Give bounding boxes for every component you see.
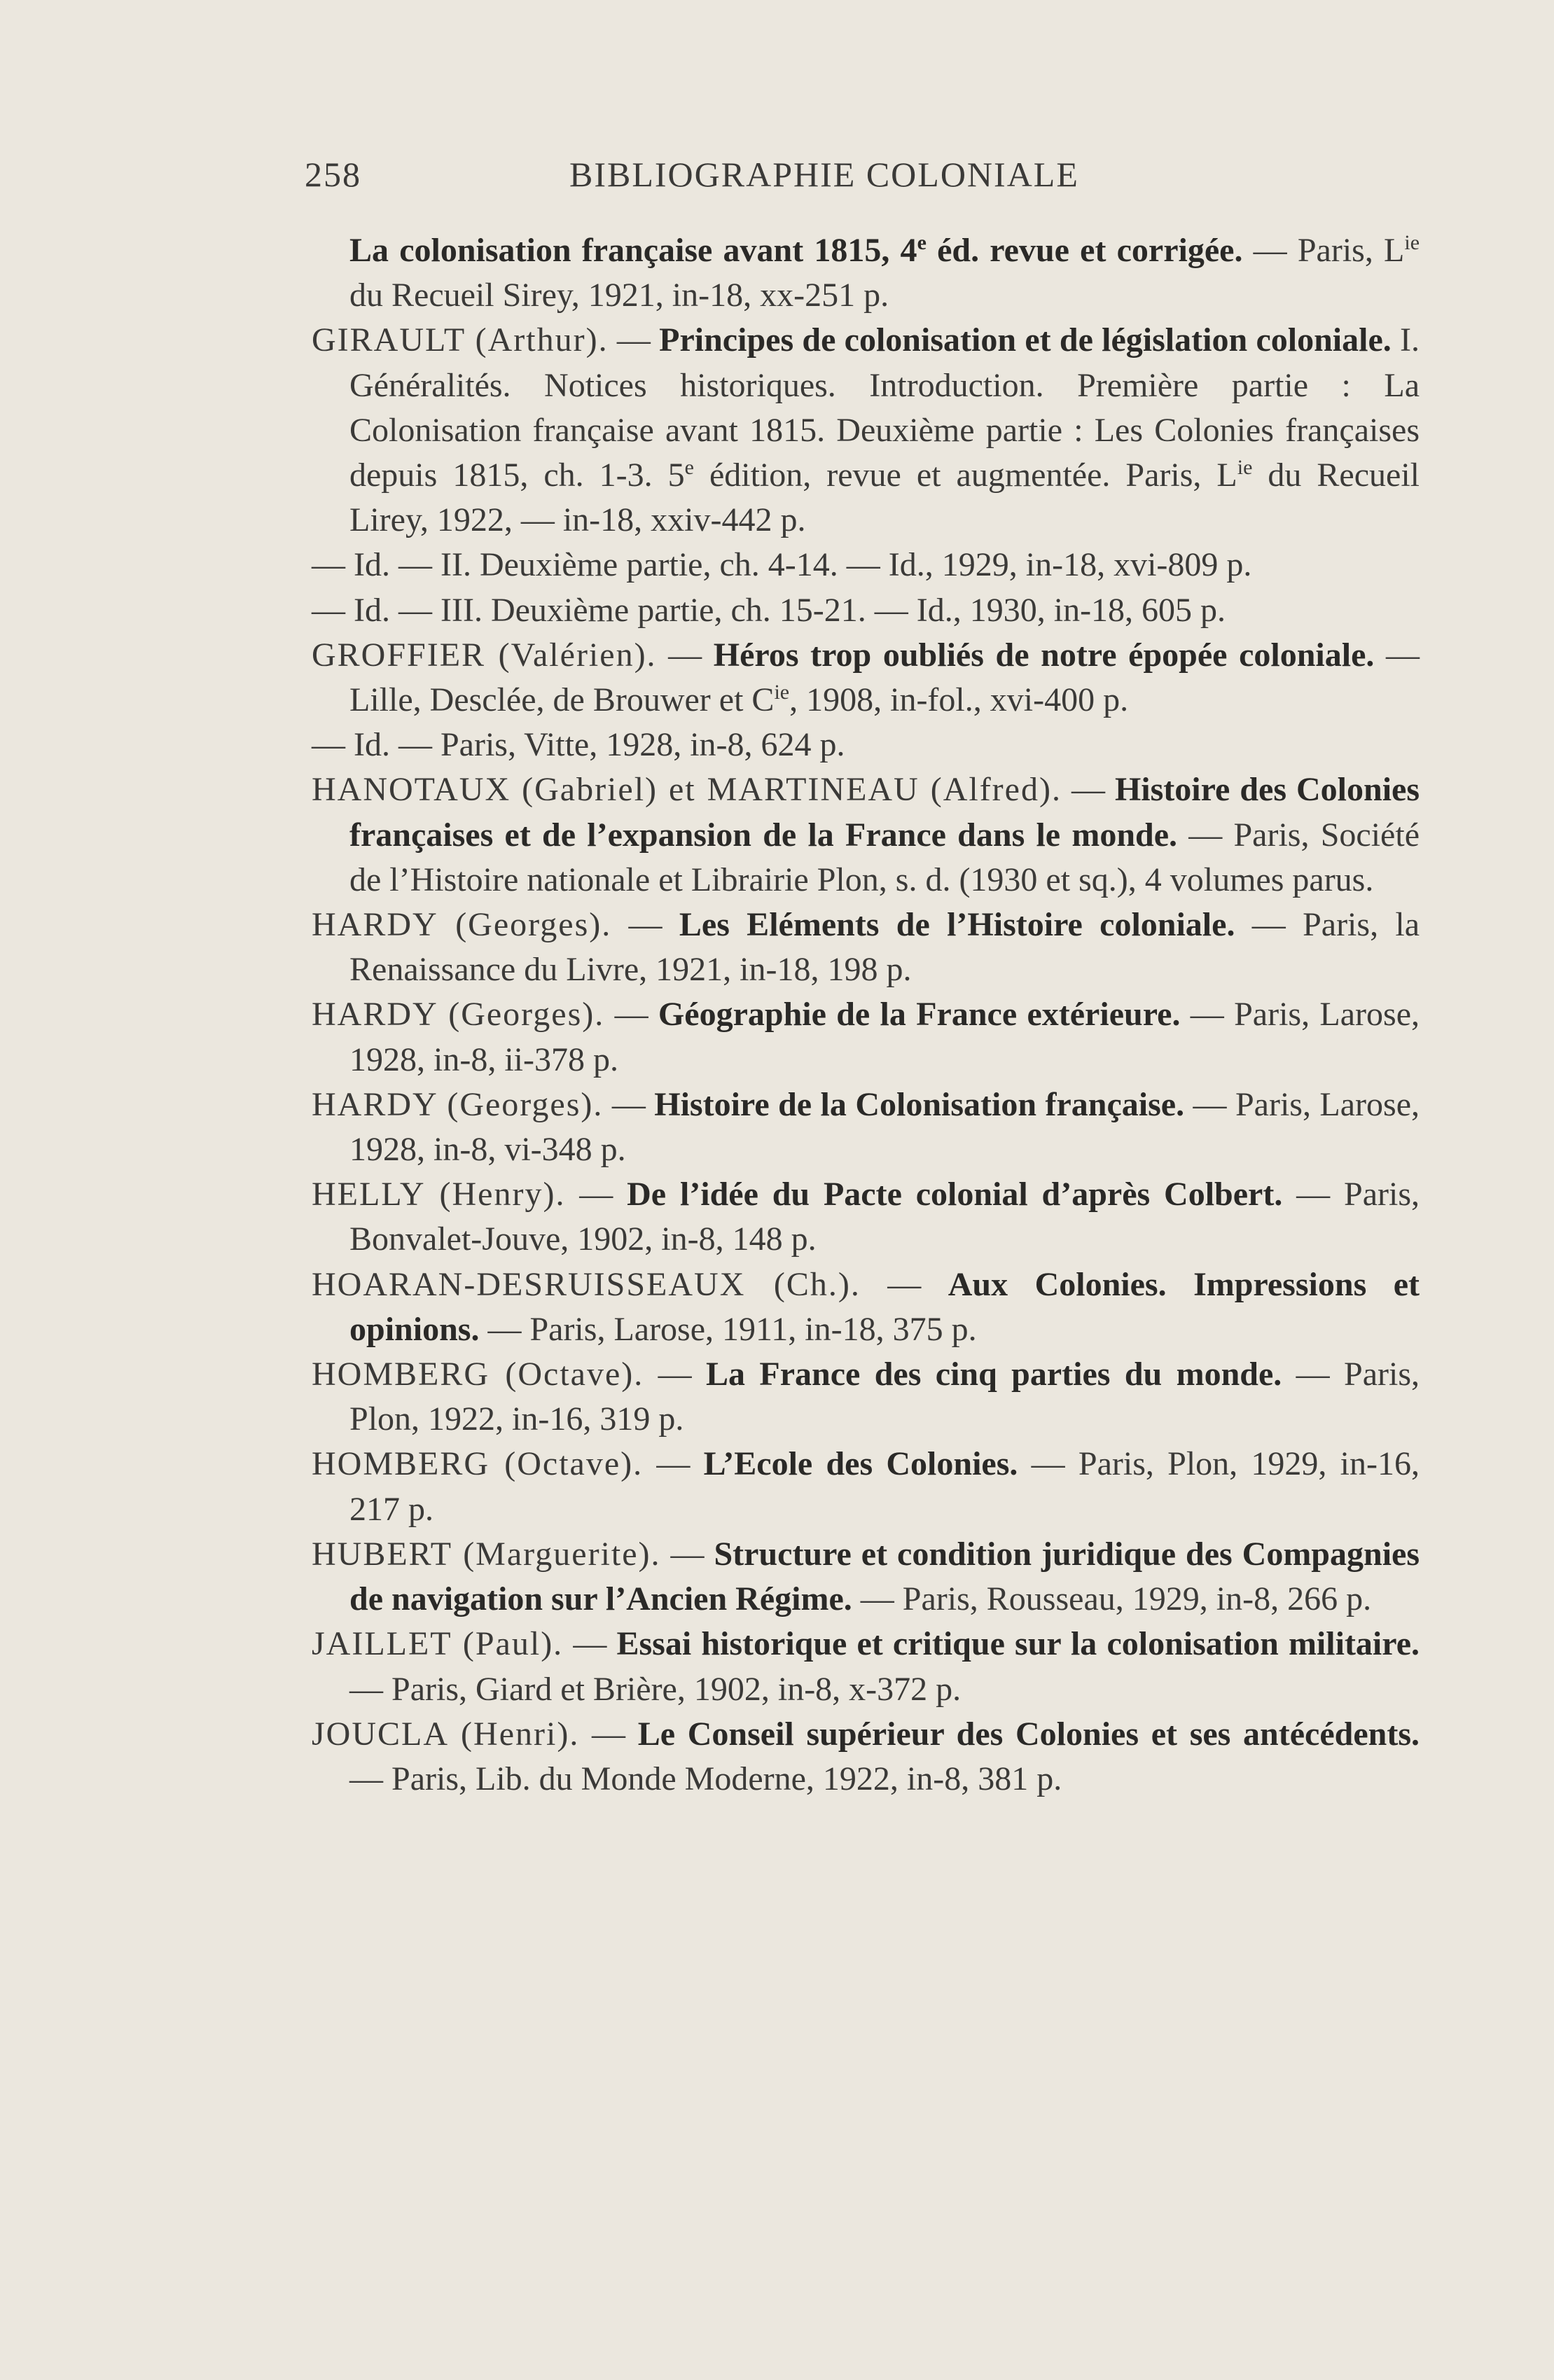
entry-title: De l’idée du Pacte colonial d’après Colbert. [627, 1176, 1283, 1213]
entry-author: HOMBERG (Octave). [312, 1356, 644, 1393]
entry-title: Structure et condition juridique des Compagnies de navigation sur l’Ancien Régime. [349, 1535, 1420, 1618]
entry-publication: — Paris, L [1242, 232, 1405, 269]
entry-title: La France des cinq parties du monde. [706, 1356, 1282, 1393]
entry-homberg-2: HOMBERG (Octave). — L’Ecole des Colonies. — Paris, Plon, 1929, in-16, 217 p. [312, 1445, 1420, 1528]
entry-publication: — Paris, Plon, 1922, in-16, 319 p. [349, 1356, 1420, 1438]
entry-title: Histoire des Colonies françaises et de l’expansion de la France dans le monde. [349, 771, 1420, 854]
entry-publication: — Paris, Rousseau, 1929, in-8, 266 p. [852, 1580, 1372, 1618]
entry-hardy-2: HARDY (Georges). — Géographie de la France extérieure. — Paris, Larose, 1928, in-8, ii-378 p. [312, 996, 1420, 1078]
entry-publication: — Paris, Plon, 1929, in-16, 217 p. [349, 1445, 1420, 1528]
entry-author: GROFFIER (Valérien). [312, 636, 657, 674]
entry-hoaran: HOARAN-DESRUISSEAUX (Ch.). — Aux Colonies. Impressions et opinions. — Paris, Larose, 1911, in-18, 375 p. [312, 1265, 1420, 1348]
running-title: BIBLIOGRAPHIE COLONIALE [569, 155, 1079, 194]
entry-jaillet: JAILLET (Paul). — Essai historique et critique sur la colonisation militaire. — Paris, Giard et Brière, 1902, in-8, x-372 p. [312, 1625, 1420, 1708]
entry-title: Histoire de la Colonisation française. [654, 1085, 1185, 1123]
entry-author: JOUCLA (Henri). [312, 1715, 580, 1753]
entry-publication: I. Généralités. Notices historiques. Introduction. Première partie : La Colonisation française avant 1815. Deuxième partie : Les Colonies françaises depuis 1815, ch. 1-3. 5 [349, 321, 1420, 494]
entry-title: Les Eléments de l’Histoire coloniale. [679, 906, 1235, 944]
entry-title: Principes de colonisation et de législation coloniale. [659, 321, 1392, 359]
entry-title: L’Ecole des Colonies. [703, 1445, 1018, 1483]
entry-author: HARDY (Georges). [312, 906, 612, 944]
entry-girault-vol-2: — Id. — II. Deuxième partie, ch. 4-14. — Id., 1929, in-18, xvi-809 p. [312, 546, 1252, 584]
entry-publication: — Paris, Société de l’Histoire nationale et Librairie Plon, s. d. (1930 et sq.), 4 volumes parus. [349, 816, 1420, 898]
entry-publication: — Paris, la Renaissance du Livre, 1921, in-18, 198 p. [349, 906, 1420, 989]
entry-joucla: JOUCLA (Henri). — Le Conseil supérieur des Colonies et ses antécédents. — Paris, Lib. du Monde Moderne, 1922, in-8, 381 p. [312, 1715, 1420, 1797]
entry-author: HUBERT (Marguerite). [312, 1535, 661, 1573]
entry-title: Essai historique et critique sur la colonisation militaire. [616, 1625, 1420, 1663]
entry-author: HOARAN-DESRUISSEAUX (Ch.). [312, 1265, 861, 1303]
entry-publication: — Paris, Giard et Brière, 1902, in-8, x-372 p. [349, 1670, 962, 1708]
entry-title: Géographie de la France extérieure. [658, 996, 1181, 1034]
entry-hardy-1: HARDY (Georges). — Les Eléments de l’Histoire coloniale. — Paris, la Renaissance du Livre, 1921, in-18, 198 p. [312, 906, 1420, 989]
entry-title: Aux Colonies. Impressions et opinions. [349, 1265, 1420, 1348]
entry-publication: — Lille, Desclée, de Brouwer et C [349, 636, 1420, 719]
entry-publication: — Paris, Bonvalet-Jouve, 1902, in-8, 148 p. [349, 1176, 1420, 1258]
entry-title: Héros trop oubliés de notre épopée coloniale. [713, 636, 1375, 674]
entry-author: HARDY (Georges). [312, 1085, 604, 1123]
entry-title: Le Conseil supérieur des Colonies et ses antécédents. [637, 1715, 1420, 1753]
bibliography-list [312, 228, 1420, 1802]
entry-author: HELLY (Henry). [312, 1176, 566, 1213]
entry-groffier: GROFFIER (Valérien). — Héros trop oubliés de notre épopée coloniale. — Lille, Desclée, de Brouwer et $C^{ie}$, 1908, in-fol., xvi-400 p. [312, 636, 1420, 719]
entry-title: La colonisation française avant 1815, 4 [349, 232, 917, 269]
entry-hardy-3: HARDY (Georges). — Histoire de la Colonisation française. — Paris, Larose, 1928, in-8, vi-348 p. [312, 1085, 1420, 1169]
entry-publication: — Paris, Larose, 1928, in-8, vi-348 p. [349, 1085, 1420, 1169]
entry-author: HANOTAUX (Gabriel) et MARTINEAU (Alfred). [312, 771, 1062, 809]
entry-groffier-2: — Id. — Paris, Vitte, 1928, in-8, 624 p. [312, 726, 845, 764]
entry-girault-vol-3: — Id. — III. Deuxième partie, ch. 15-21. — Id., 1930, in-18, 605 p. [312, 591, 1226, 629]
page-number: 258 [305, 155, 361, 194]
entry-author: HARDY (Georges). [312, 996, 605, 1034]
entry-publication: — Paris, Larose, 1911, in-18, 375 p. [479, 1310, 977, 1348]
entry-author: HOMBERG (Octave). [312, 1445, 644, 1483]
entry-publication: — Paris, Lib. du Monde Moderne, 1922, in-8, 381 p. [349, 1760, 1062, 1797]
entry-author: JAILLET (Paul). [312, 1625, 564, 1663]
entry-hanotaux: HANOTAUX (Gabriel) et MARTINEAU (Alfred). — Histoire des Colonies françaises et de l’expansion de la France dans le monde. — Paris, Société de l’Histoire nationale et Librairie Plon, s. d. (1930 et sq.), 4 volumes parus. [312, 771, 1420, 898]
entry-hubert: HUBERT (Marguerite). — Structure et condition juridique des Compagnies de navigation sur l’Ancien Régime. — Paris, Rousseau, 1929, in-8, 266 p. [312, 1535, 1420, 1618]
continued-entry: La colonisation française avant 1815, 4e éd. revue et corrigée. — Paris, $L^{ie}$ du Recueil Sirey, 1921, in-18, xx-251 p. [349, 231, 1420, 314]
entry-girault: GIRAULT (Arthur). — Principes de colonisation et de législation coloniale. I. Généralités. Notices historiques. Introduction. Première partie : La Colonisation française avant 1815. Deuxième partie : Les Colonies françaises depuis 1815, ch. 1-3. 5e édition, revue et augmentée. Paris, $L^{ie}$ du Recueil Lirey, 1922, — in-18, xxiv-442 p. [312, 321, 1420, 539]
running-header [305, 154, 1145, 195]
entry-publication: — Paris, Larose, 1928, in-8, ii-378 p. [349, 996, 1420, 1078]
entry-helly: HELLY (Henry). — De l’idée du Pacte colonial d’après Colbert. — Paris, Bonvalet-Jouve, 1902, in-8, 148 p. [312, 1176, 1420, 1258]
entry-homberg-1: HOMBERG (Octave). — La France des cinq parties du monde. — Paris, Plon, 1922, in-16, 319 p. [312, 1356, 1420, 1438]
entry-author: GIRAULT (Arthur). [312, 321, 609, 359]
